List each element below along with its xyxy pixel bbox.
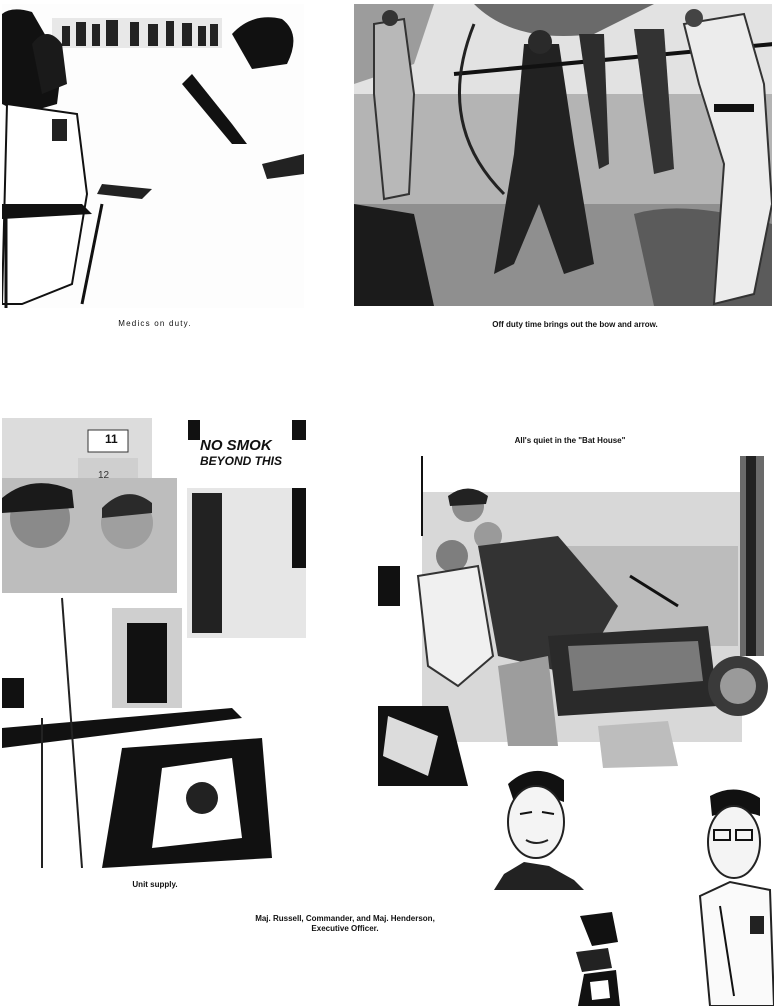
caption-bat-house: All's quiet in the "Bat House" xyxy=(514,436,626,445)
portrait-russell xyxy=(494,762,594,890)
caption-commanders xyxy=(200,914,490,934)
portrait-henderson xyxy=(690,786,774,1006)
photo-bat-house xyxy=(378,456,770,786)
photo-fragment xyxy=(572,912,622,1006)
door-number: 12 xyxy=(98,470,110,481)
box-label: 11 xyxy=(105,432,118,446)
caption-unit-supply: Unit supply. xyxy=(132,880,178,889)
caption-commanders-line-2: Executive Officer. xyxy=(311,924,379,933)
photo-unit-supply xyxy=(2,418,306,868)
caption-archery: Off duty time brings out the bow and arrow. xyxy=(492,320,658,329)
photo-archery xyxy=(354,4,772,306)
caption-commanders-line-1: Maj. Russell, Commander, and Maj. Henderson, xyxy=(255,914,435,923)
sign-line-1: NO SMOK xyxy=(200,437,272,454)
photo-medics xyxy=(2,4,304,308)
sign-line-2: BEYOND THIS xyxy=(200,453,283,468)
caption-medics: Medics on duty. xyxy=(118,319,192,328)
sign-no-smoking xyxy=(200,438,282,468)
